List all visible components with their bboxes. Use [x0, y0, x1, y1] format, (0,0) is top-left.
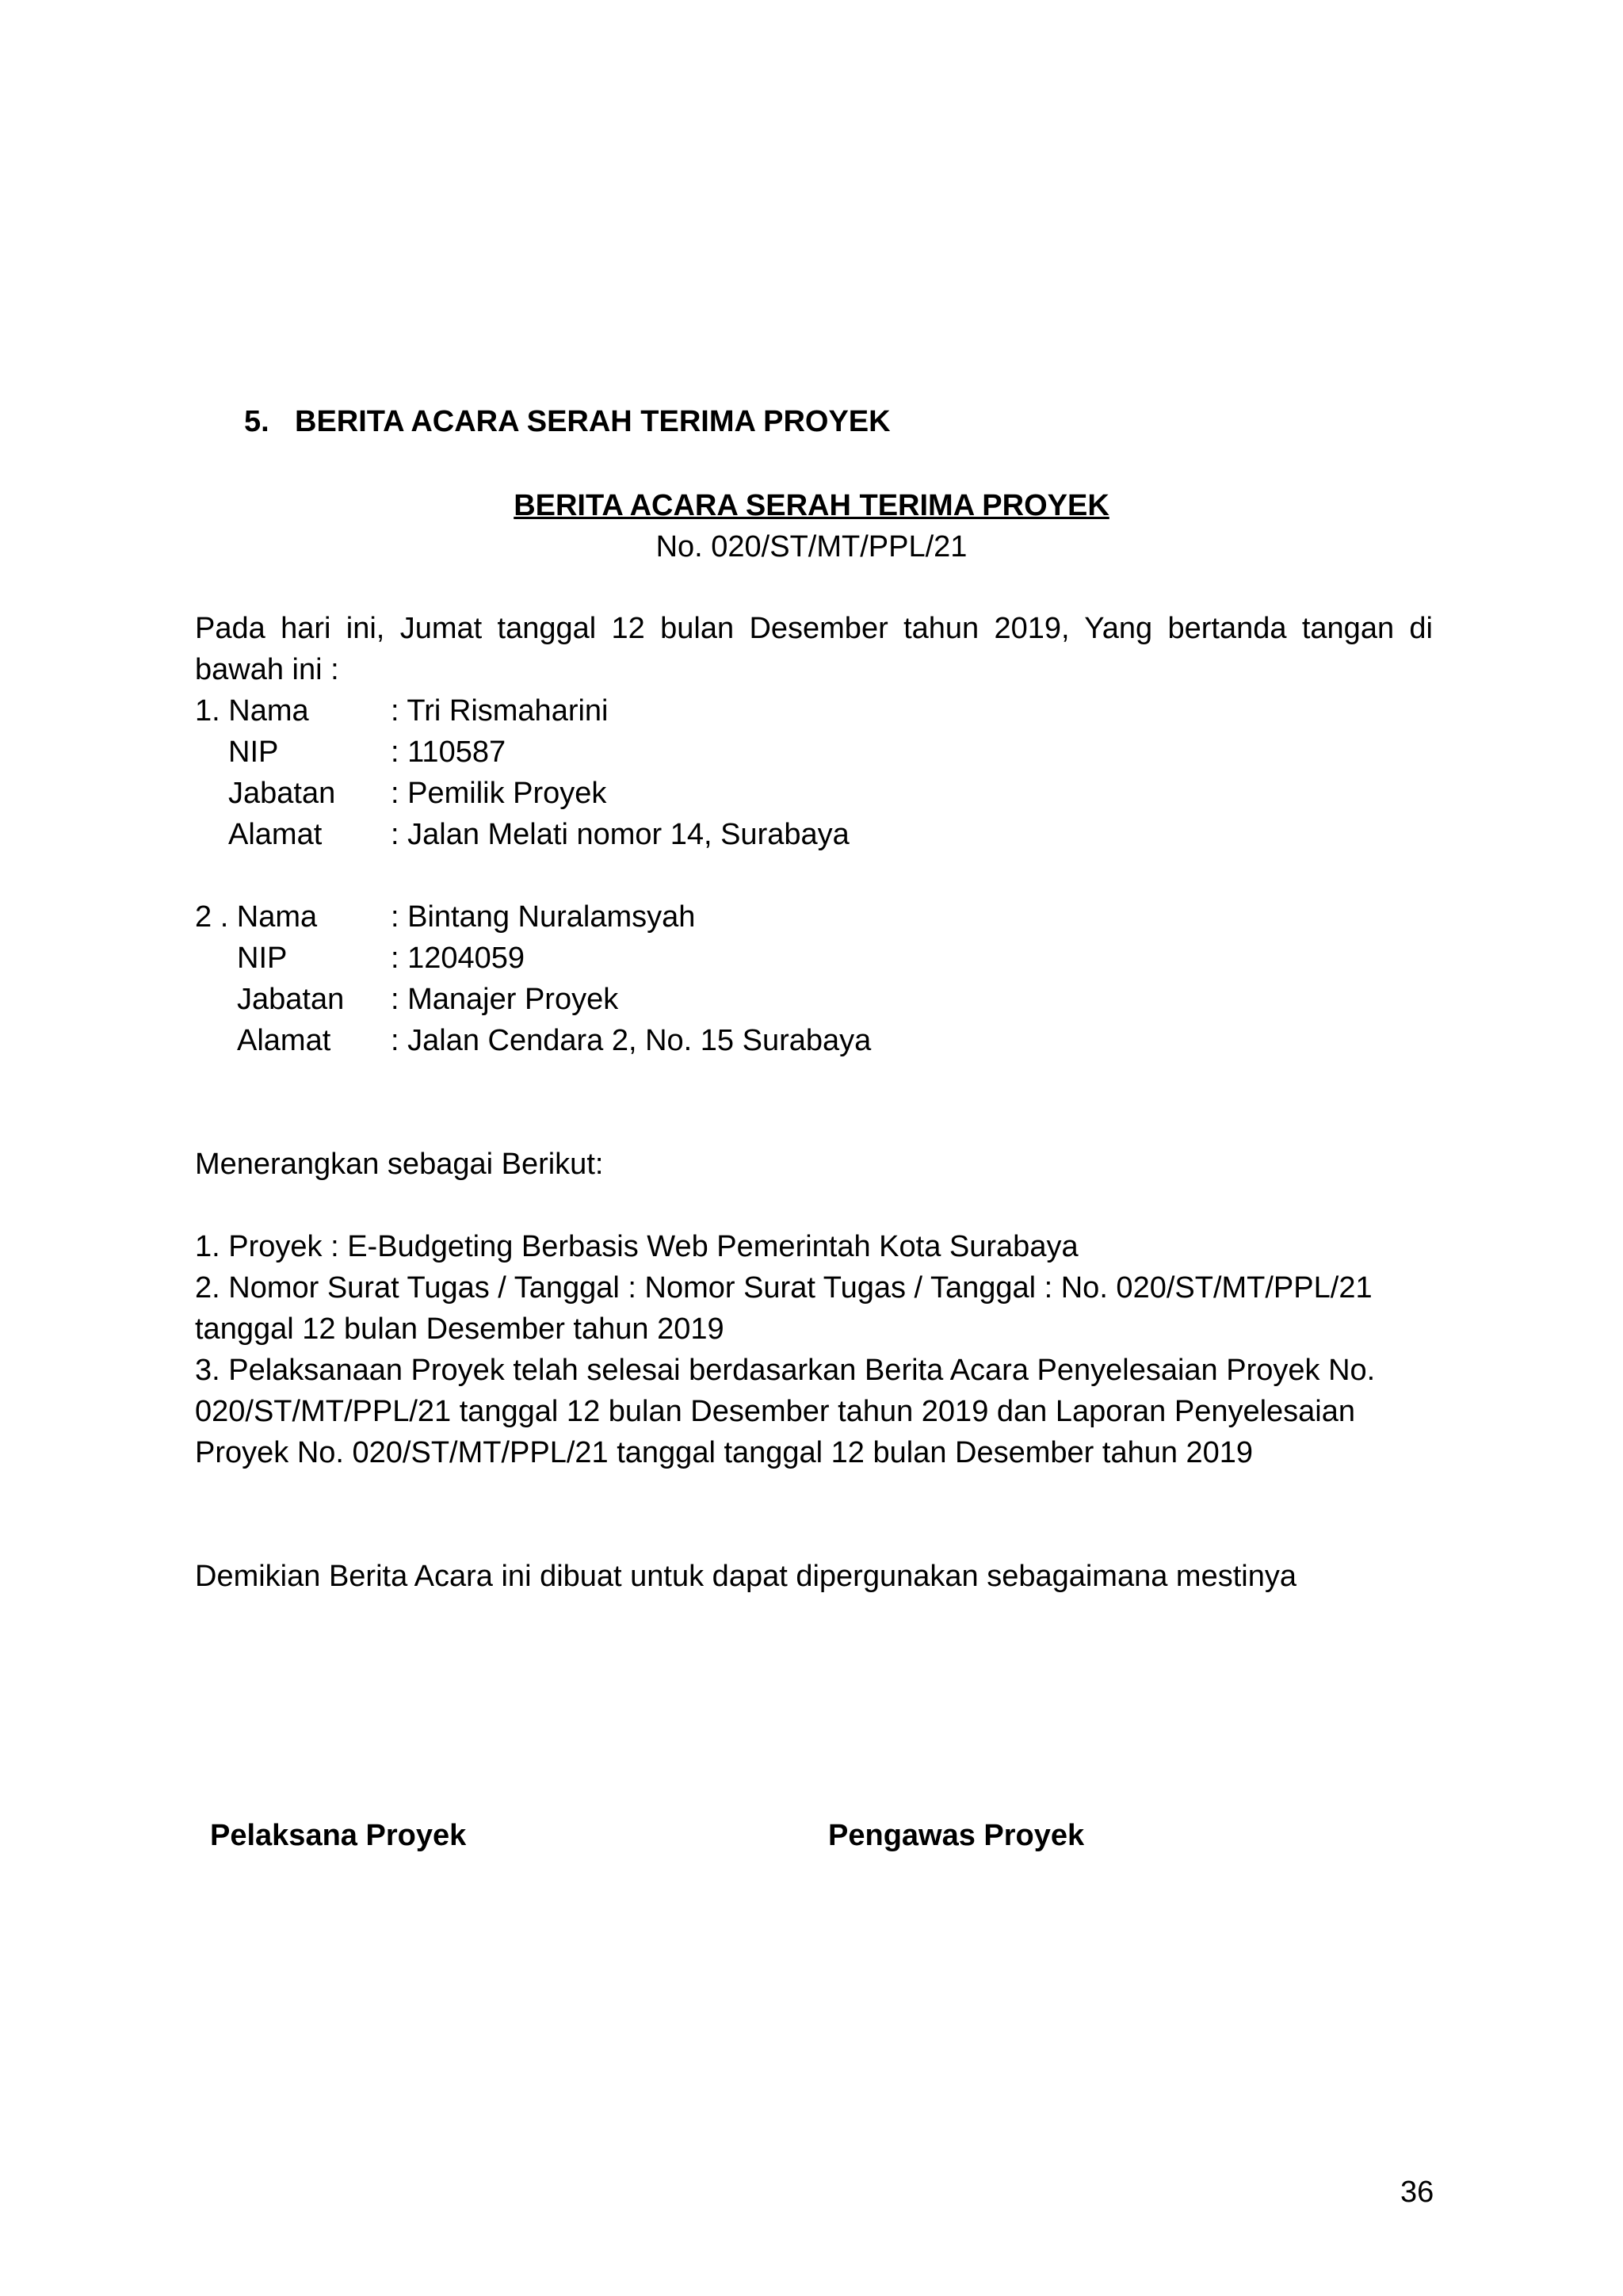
party-2-nip-value: : 1204059 [391, 942, 525, 975]
party-2-block [195, 896, 1384, 1061]
signature-right-title: Pengawas Proyek [828, 1819, 1085, 1852]
party-1-name-row [195, 690, 1384, 732]
document-number: No. 020/ST/MT/PPL/21 [655, 530, 968, 563]
party-2-alamat-row [195, 1020, 1384, 1061]
section-heading [244, 401, 891, 442]
explanation-lead: Menerangkan sebagai Berikut: [195, 1148, 604, 1181]
party-2-jabatan-value: : Manajer Proyek [391, 983, 619, 1016]
party-2-name-label: 2 . Nama [195, 900, 318, 934]
party-1-nip-row [195, 732, 1384, 773]
page-number: 36 [1400, 2176, 1434, 2209]
explanation-list [195, 1226, 1415, 1473]
party-1-name-label: 1. Nama [195, 694, 309, 728]
signature-left-title: Pelaksana Proyek [210, 1819, 467, 1852]
party-2-alamat-label: Alamat [237, 1024, 331, 1057]
party-1-nip-value: : 110587 [391, 735, 506, 769]
party-1-alamat-row [195, 814, 1384, 855]
party-2-nip-label: NIP [237, 942, 288, 975]
party-1-nip-label: NIP [228, 735, 279, 769]
closing-statement: Demikian Berita Acara ini dibuat untuk dapat dipergunakan sebagaimana mestinya [195, 1560, 1296, 1593]
party-1-jabatan-row [195, 773, 1384, 814]
party-2-name-value: : Bintang Nuralamsyah [391, 900, 696, 934]
party-2-alamat-value: : Jalan Cendara 2, No. 15 Surabaya [391, 1024, 872, 1057]
explanation-item-2: 2. Nomor Surat Tugas / Tanggal : Nomor Surat Tugas / Tanggal : No. 020/ST/MT/PPL/21 tanggal 12 bulan Desember tahun 2019 [195, 1271, 1373, 1346]
intro-paragraph: Pada hari ini, Jumat tanggal 12 bulan Desember tahun 2019, Yang bertanda tangan di bawah ini : [195, 612, 1433, 686]
party-1-jabatan-label: Jabatan [228, 777, 336, 810]
party-1-alamat-label: Alamat [228, 818, 323, 851]
party-1-name-value: : Tri Rismaharini [391, 694, 609, 728]
party-2-nip-row [195, 938, 1384, 979]
section-title: BERITA ACARA SERAH TERIMA PROYEK [295, 405, 891, 438]
document-title: BERITA ACARA SERAH TERIMA PROYEK [514, 489, 1109, 522]
party-1-block [195, 690, 1384, 855]
section-number: 5. [244, 405, 269, 438]
explanation-item-1: 1. Proyek : E-Budgeting Berbasis Web Pemerintah Kota Surabaya [195, 1230, 1079, 1263]
party-1-alamat-value: : Jalan Melati nomor 14, Surabaya [391, 818, 850, 851]
party-2-jabatan-row [195, 979, 1384, 1020]
party-2-name-row [195, 896, 1384, 938]
party-2-jabatan-label: Jabatan [237, 983, 345, 1016]
party-1-jabatan-value: : Pemilik Proyek [391, 777, 607, 810]
explanation-item-3: 3. Pelaksanaan Proyek telah selesai berdasarkan Berita Acara Penyelesaian Proyek No. 020/ST/MT/PPL/21 tanggal 12 bulan Desember tahun 2019 dan Laporan Penyelesaian Proyek No. 020/ST/MT/PPL/21 tanggal tanggal 12 bulan Desember tahun 2019 [195, 1354, 1376, 1469]
